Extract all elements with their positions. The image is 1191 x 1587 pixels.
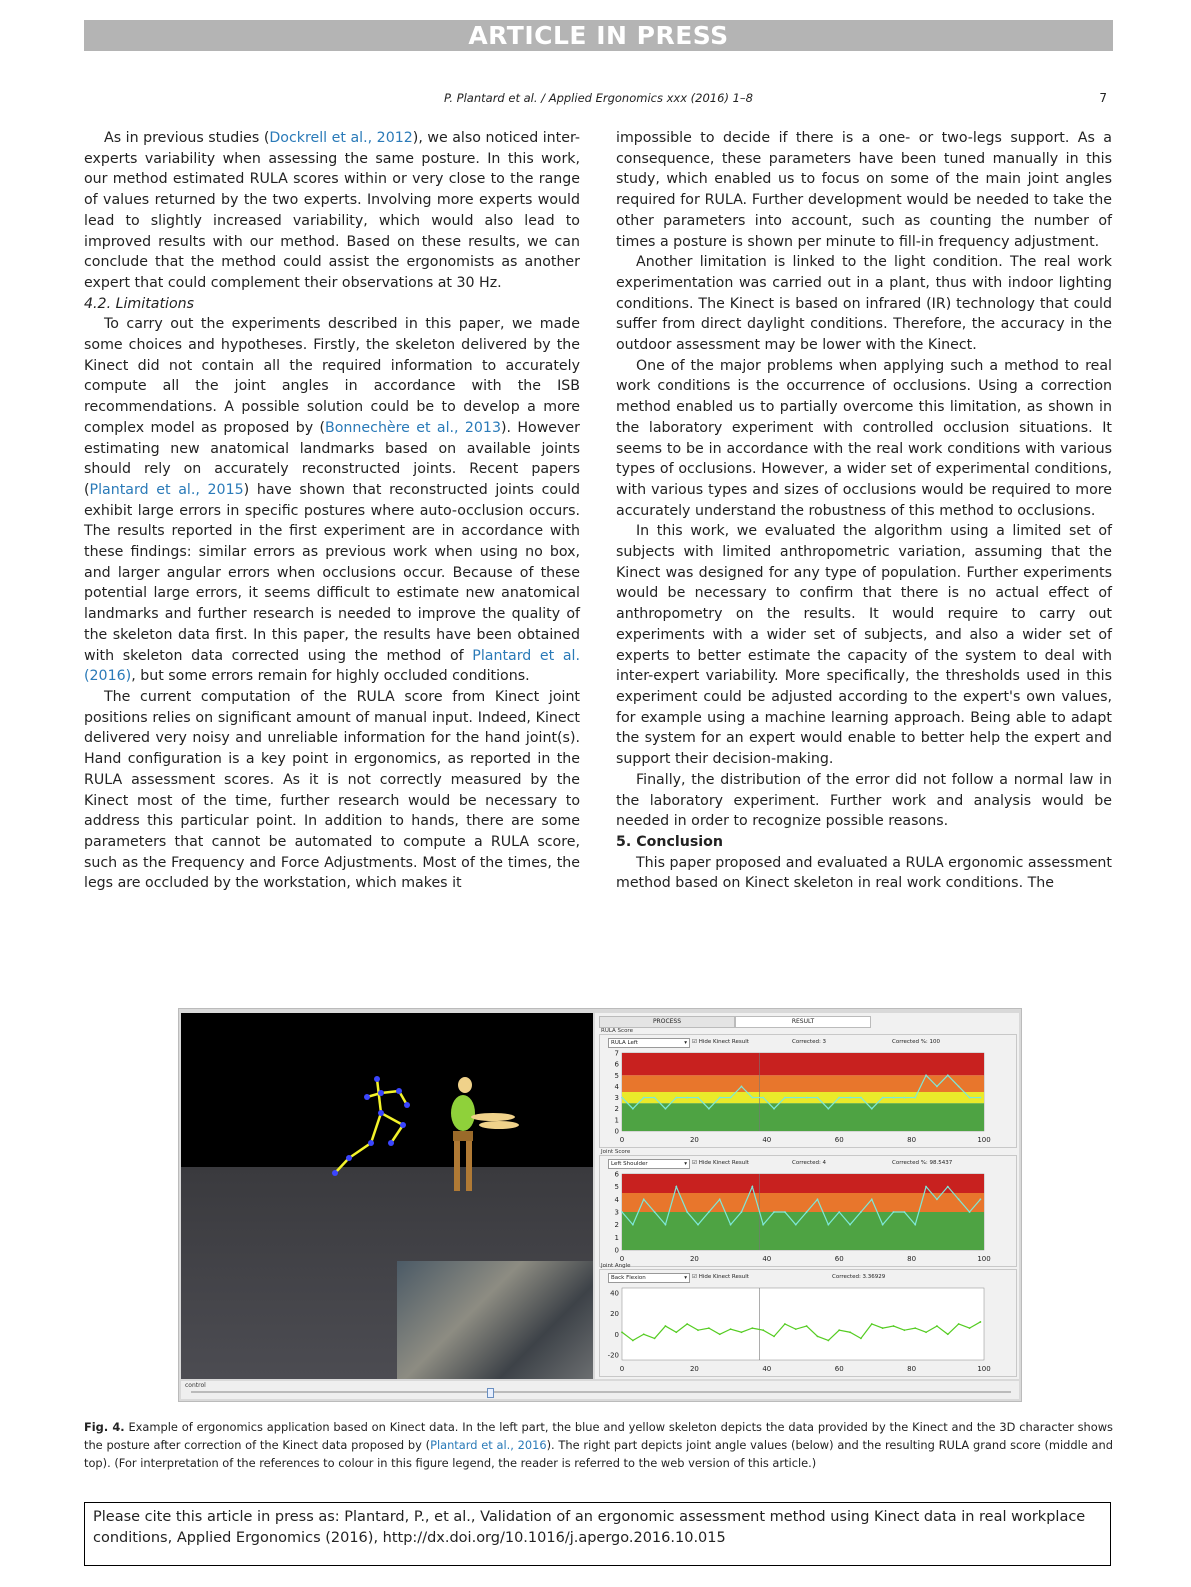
data-point — [719, 1097, 721, 1099]
data-point — [871, 1108, 873, 1110]
data-point — [773, 1108, 775, 1110]
band-green — [622, 1212, 984, 1250]
y-tick-label: 40 — [610, 1289, 619, 1298]
data-point — [914, 1097, 916, 1099]
paragraph: Finally, the distribution of the error did not follow a normal law in the laboratory experiment. Further work and analysis would be needed in order to recognize possible reasons. — [616, 771, 1112, 830]
joint-angle-group — [599, 1269, 1017, 1377]
band-orange — [622, 1193, 984, 1212]
chevron-down-icon: ▾ — [684, 1040, 687, 1046]
data-point — [969, 1211, 971, 1213]
band-orange — [622, 1075, 984, 1092]
data-point — [719, 1198, 721, 1200]
corrected-percent: Corrected %: 100 — [892, 1039, 941, 1045]
text: To carry out the experiments described in this paper, we made some choices and hypotheses. Firstly, the skeleton delivered by the Kinect did not contain all the required information to accurately compute all the joint angles in accordance with the ISB recommendations. A possible solution could be to develop a more complex model as proposed by ( — [84, 316, 580, 436]
data-point — [708, 1211, 710, 1213]
data-point — [882, 1224, 884, 1226]
control-label: control — [185, 1382, 206, 1389]
hide-kinect-checkbox[interactable]: ☑ Hide Kinect Result — [692, 1039, 749, 1045]
3d-scene-view[interactable] — [181, 1013, 593, 1379]
corrected-value: Corrected: 3.36929 — [832, 1274, 886, 1280]
data-point — [686, 1097, 688, 1099]
data-point — [686, 1323, 688, 1325]
data-point — [871, 1323, 873, 1325]
chevron-down-icon: ▾ — [684, 1275, 687, 1281]
data-point — [730, 1224, 732, 1226]
rula-select[interactable] — [608, 1038, 690, 1048]
y-tick-label: 6 — [614, 1170, 619, 1179]
corrected-percent: Corrected %: 98.5437 — [892, 1160, 953, 1166]
x-tick-label: 20 — [689, 1365, 699, 1373]
data-point — [730, 1328, 732, 1330]
chevron-down-icon: ▾ — [684, 1161, 687, 1167]
data-point — [893, 1097, 895, 1099]
data-point — [849, 1224, 851, 1226]
data-point — [773, 1335, 775, 1337]
data-point — [947, 1333, 949, 1335]
data-point — [762, 1329, 764, 1331]
data-point — [643, 1198, 645, 1200]
data-point — [741, 1211, 743, 1213]
data-point — [838, 1097, 840, 1099]
paragraph — [84, 314, 580, 687]
data-point — [827, 1108, 829, 1110]
section-heading: 4.2. Limitations — [84, 295, 195, 312]
data-point — [882, 1097, 884, 1099]
figure-4 — [178, 1008, 1022, 1402]
text: As in previous studies ( — [104, 130, 270, 146]
data-point — [654, 1211, 656, 1213]
x-tick-label: 40 — [762, 1136, 772, 1144]
data-point — [621, 1211, 623, 1213]
data-point — [936, 1086, 938, 1088]
x-tick-label: 40 — [762, 1365, 772, 1373]
x-tick-label: 100 — [977, 1365, 991, 1373]
data-point — [643, 1333, 645, 1335]
select-value: RULA Left — [611, 1040, 638, 1046]
text: , but some errors remain for highly occluded conditions. — [131, 668, 530, 685]
data-point — [947, 1186, 949, 1188]
x-tick-label: 80 — [907, 1136, 917, 1144]
data-point — [773, 1211, 775, 1213]
x-tick-label: 0 — [619, 1136, 625, 1144]
rula-score-group — [599, 1034, 1017, 1148]
data-point — [751, 1186, 753, 1188]
data-point — [806, 1325, 808, 1327]
data-point — [893, 1325, 895, 1327]
data-point — [860, 1338, 862, 1340]
text: ) have shown that reconstructed joints could exhibit large errors in specific postures where auto-occlusion occurs. The results reported in the first experiment are in accordance with these findings: similar errors as previous work when using no box, and larger angular errors when occlusions occur. Because of these potential large errors, it seems difficult to estimate new anatomical landmarks and further research is needed to improve the quality of the skeleton data first. In this paper, the results have been obtained with skeleton data corrected using the method of — [84, 481, 580, 664]
data-point — [925, 1186, 927, 1188]
data-point — [860, 1211, 862, 1213]
data-point — [643, 1097, 645, 1099]
band-red — [622, 1053, 984, 1075]
data-point — [806, 1097, 808, 1099]
y-tick-label: 3 — [614, 1094, 619, 1103]
data-point — [719, 1333, 721, 1335]
data-point — [806, 1211, 808, 1213]
joint-score-group — [599, 1155, 1017, 1267]
hide-kinect-checkbox[interactable]: ☑ Hide Kinect Result — [692, 1274, 749, 1280]
x-tick-label: 100 — [977, 1136, 991, 1144]
data-point — [838, 1329, 840, 1331]
data-point — [936, 1325, 938, 1327]
x-tick-label: 20 — [689, 1136, 699, 1144]
plot-area — [622, 1288, 984, 1360]
joint-select[interactable] — [608, 1159, 690, 1169]
reference-link[interactable]: Plantard et al., 2016 — [430, 1438, 547, 1452]
data-point — [741, 1331, 743, 1333]
y-tick-label: 5 — [614, 1183, 619, 1192]
article-in-press-banner: ARTICLE IN PRESS — [84, 20, 1113, 51]
data-point — [741, 1086, 743, 1088]
y-tick-label: 20 — [610, 1310, 619, 1319]
data-point — [958, 1086, 960, 1088]
rula-score-title: RULA Score — [601, 1028, 633, 1034]
x-tick-label: 40 — [762, 1255, 772, 1263]
x-tick-label: 60 — [834, 1136, 844, 1144]
y-tick-label: 0 — [614, 1246, 619, 1255]
section-heading: 5. Conclusion — [616, 833, 723, 850]
corrected-value: Corrected: 4 — [792, 1160, 827, 1166]
joint-score-chart — [602, 1170, 1012, 1264]
paragraph — [84, 128, 580, 294]
checkbox-label: Hide Kinect Result — [698, 1039, 749, 1045]
data-point — [730, 1097, 732, 1099]
caption-text: ). The right part depicts joint angle values (below) and the resulting RULA grand score (middle and top). (For interpretation of the references to colour in this figure legend, the reader is referred to the web version of this article.) — [84, 1438, 1113, 1470]
angle-select[interactable] — [608, 1273, 690, 1283]
y-tick-label: 7 — [614, 1049, 619, 1058]
x-tick-label: 80 — [907, 1365, 917, 1373]
data-point — [882, 1327, 884, 1329]
joint-angle-chart — [602, 1284, 1012, 1374]
y-tick-label: 4 — [614, 1195, 619, 1204]
y-tick-label: -20 — [607, 1351, 619, 1360]
data-point — [784, 1097, 786, 1099]
data-point — [632, 1108, 634, 1110]
y-tick-label: 4 — [614, 1082, 619, 1091]
data-point — [817, 1335, 819, 1337]
x-tick-label: 20 — [689, 1255, 699, 1263]
data-point — [784, 1323, 786, 1325]
data-point — [795, 1224, 797, 1226]
y-tick-label: 1 — [614, 1233, 619, 1242]
y-tick-label: 6 — [614, 1060, 619, 1069]
data-point — [958, 1198, 960, 1200]
data-point — [654, 1097, 656, 1099]
data-point — [849, 1097, 851, 1099]
data-point — [621, 1331, 623, 1333]
data-point — [979, 1097, 981, 1099]
data-point — [893, 1211, 895, 1213]
data-point — [795, 1097, 797, 1099]
x-tick-label: 80 — [907, 1255, 917, 1263]
paragraph: The current computation of the RULA score from Kinect joint positions relies on significant amount of manual input. Indeed, Kinect delivered very noisy and unreliable information for the hand joint(s). Hand configuration is a key point in ergonomics, as reported in the RULA assessment scores. As it is not correctly measured by the Kinect most of the time, further research would be necessary to address this particular point. In addition to hands, there are some parameters that cannot be automated to compute a RULA score, such as the Frequency and Force Adjustments. Most of the times, the legs are occluded by the workstation, which makes it — [84, 688, 580, 892]
data-point — [665, 1224, 667, 1226]
paragraph: This paper proposed and evaluated a RULA ergonomic assessment method based on Kinect skeleton in real work conditions. The — [616, 854, 1112, 892]
band-green — [622, 1103, 984, 1131]
data-point — [762, 1224, 764, 1226]
data-point — [708, 1327, 710, 1329]
data-point — [947, 1074, 949, 1076]
paragraph: impossible to decide if there is a one- or two-legs support. As a consequence, these parameters have been tuned manually in this study, which enabled us to focus on some of the main joint angles required for RULA. Further development would be needed to take the other parameters into account, such as counting the number of times a posture is shown per minute to fill-in frequency adjustment. — [616, 130, 1112, 250]
hide-kinect-checkbox[interactable]: ☑ Hide Kinect Result — [692, 1160, 749, 1166]
left-column — [84, 128, 580, 894]
checkbox-label: Hide Kinect Result — [698, 1160, 749, 1166]
data-point — [632, 1224, 634, 1226]
x-tick-label: 0 — [619, 1255, 625, 1263]
reference-link[interactable]: Bonnechère et al., 2013 — [325, 419, 501, 436]
data-point — [979, 1198, 981, 1200]
data-point — [697, 1097, 699, 1099]
y-tick-label: 1 — [614, 1116, 619, 1125]
data-point — [936, 1198, 938, 1200]
caption-label: Fig. 4. — [84, 1420, 125, 1434]
data-point — [632, 1340, 634, 1342]
data-point — [925, 1331, 927, 1333]
joint-score-title: Joint Score — [601, 1149, 631, 1155]
y-tick-label: 5 — [614, 1071, 619, 1080]
data-point — [979, 1321, 981, 1323]
control-bar — [181, 1381, 1019, 1399]
joint-angle-title: Joint Angle — [601, 1263, 631, 1269]
data-point — [817, 1097, 819, 1099]
timeline-handle[interactable] — [487, 1388, 494, 1398]
corrected-value: Corrected: 3 — [792, 1039, 827, 1045]
data-point — [795, 1328, 797, 1330]
data-point — [914, 1327, 916, 1329]
paragraph: One of the major problems when applying such a method to real work conditions is the occurrence of occlusions. Using a correction method enabled us to partially overcome this limitation, as shown in the laboratory experiment with controlled occlusion situations. It seems to be in accordance with the real work conditions with various types of occlusions. However, a wider set of experimental conditions, with various types and sizes of occlusions would be required to more accurately understand the robustness of this method to occlusions. — [616, 357, 1112, 519]
select-value: Back Flexion — [611, 1275, 646, 1281]
data-point — [969, 1327, 971, 1329]
data-point — [958, 1323, 960, 1325]
text: ), we also noticed inter-experts variability when assessing the same posture. In this work, our method estimated RULA scores within or very close to the range of values returned by the two experts. Involving more experts would lead to slightly increased variability, which would also lead to improved results with our method. Based on these results, we can conclude that the method could assist the ergonomists as another expert that could complement their observations at 30 Hz. — [84, 130, 580, 291]
data-point — [675, 1331, 677, 1333]
data-point — [849, 1331, 851, 1333]
data-point — [665, 1108, 667, 1110]
tab-process[interactable]: PROCESS — [599, 1016, 735, 1028]
data-point — [708, 1108, 710, 1110]
data-point — [665, 1325, 667, 1327]
data-point — [817, 1198, 819, 1200]
data-point — [838, 1211, 840, 1213]
select-value: Left Shoulder — [611, 1161, 648, 1167]
tab-result[interactable]: RESULT — [735, 1016, 871, 1028]
data-point — [903, 1097, 905, 1099]
data-point — [697, 1329, 699, 1331]
figure-caption — [84, 1418, 1113, 1472]
data-point — [827, 1224, 829, 1226]
y-tick-label: 2 — [614, 1221, 619, 1230]
data-point — [697, 1224, 699, 1226]
data-point — [762, 1097, 764, 1099]
data-point — [903, 1329, 905, 1331]
reference-link[interactable]: Plantard et al., 2015 — [89, 481, 244, 498]
x-tick-label: 60 — [834, 1255, 844, 1263]
data-point — [925, 1074, 927, 1076]
data-point — [751, 1327, 753, 1329]
rula-score-chart — [602, 1049, 1012, 1145]
x-tick-label: 0 — [619, 1365, 625, 1373]
reference-link[interactable]: Dockrell et al., 2012 — [269, 130, 413, 146]
corrected-character — [451, 1077, 519, 1191]
data-point — [751, 1097, 753, 1099]
x-tick-label: 60 — [834, 1365, 844, 1373]
data-point — [686, 1211, 688, 1213]
y-tick-label: 0 — [614, 1330, 619, 1339]
reference-link[interactable]: Plantard et al. (2016) — [84, 647, 580, 685]
data-point — [784, 1211, 786, 1213]
data-point — [654, 1338, 656, 1340]
checkbox-label: Hide Kinect Result — [698, 1274, 749, 1280]
right-column — [616, 128, 1112, 894]
y-tick-label: 0 — [614, 1127, 619, 1136]
camera-inset — [397, 1261, 593, 1379]
data-point — [860, 1097, 862, 1099]
data-point — [675, 1186, 677, 1188]
text: ). However estimating new anatomical landmarks based on available joints should rely on accurately reconstructed joints. Recent papers ( — [84, 419, 580, 498]
result-panel — [595, 1013, 1019, 1379]
data-point — [903, 1211, 905, 1213]
data-point — [914, 1224, 916, 1226]
page-number: 7 — [1099, 91, 1107, 105]
data-point — [621, 1097, 623, 1099]
timeline-track — [191, 1391, 1011, 1393]
caption-text: Example of ergonomics application based on Kinect data. In the left part, the blue and yellow skeleton depicts the data provided by the Kinect and the 3D character shows the posture after correction of the Kinect data proposed by ( — [84, 1420, 1113, 1452]
data-point — [827, 1340, 829, 1342]
running-head: P. Plantard et al. / Applied Ergonomics xxx (2016) 1–8 — [444, 91, 753, 105]
y-tick-label: 3 — [614, 1208, 619, 1217]
data-point — [871, 1198, 873, 1200]
data-point — [969, 1097, 971, 1099]
y-tick-label: 2 — [614, 1105, 619, 1114]
citation-box: Please cite this article in press as: Plantard, P., et al., Validation of an ergonomic assessment method using Kinect data in real workplace conditions, Applied Ergonomics (2016), http://dx.doi.org/10.1016/j.apergo.2016.10.015 — [84, 1502, 1111, 1566]
paragraph: In this work, we evaluated the algorithm using a limited set of subjects with limited anthropometric variation, assuming that the Kinect was designed for any type of population. Further experiments would be necessary to confirm that there is no actual effect of anthropometry on the results. It would require to carry out experiments with a wider set of subjects, and also a wider set of experts to better estimate the capacity of the system to deal with inter-expert variability. More specifically, the thresholds used in this experiment could be adjusted according to the expert's own values, for example using a machine learning approach. Being able to adapt the system for an expert would enable to better help the expert and support their decision-making. — [616, 523, 1112, 768]
paragraph: Another limitation is linked to the light condition. The real work experimentation was carried out in a plant, thus with indoor lighting conditions. The Kinect is based on infrared (IR) technology that could suffer from direct daylight conditions. Therefore, the accuracy in the outdoor assessment may be lower with the Kinect. — [616, 254, 1112, 354]
data-point — [675, 1097, 677, 1099]
x-tick-label: 100 — [977, 1255, 991, 1263]
